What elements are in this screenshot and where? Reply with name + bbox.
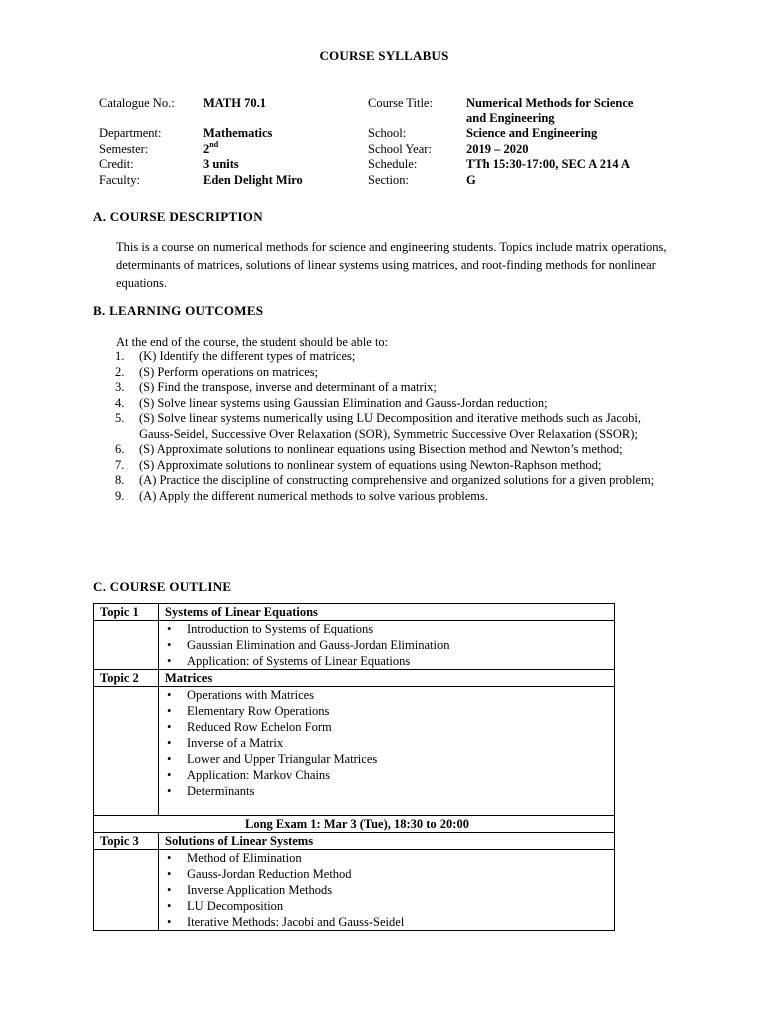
list-item: • Application: Markov Chains <box>187 767 614 783</box>
list-item: 6. (S) Approximate solutions to nonlinear equations using Bisection method and Newton’s method; <box>115 442 623 456</box>
learning-outcomes-intro: At the end of the course, the student should be able to: <box>116 335 389 349</box>
table-row <box>94 833 615 850</box>
learning-outcomes-list <box>112 349 678 504</box>
schedule-value: TTh 15:30-17:00, SEC A 214 A <box>466 157 630 171</box>
department-value: Mathematics <box>203 126 273 140</box>
course-description-text: This is a course on numerical methods for science and engineering students. Topics include matrix operations, determinants of matrices, solutions of linear systems using matrices, and root-finding methods for nonlinear equations. <box>116 240 667 290</box>
topic-title: Matrices <box>159 670 615 687</box>
topic-items <box>165 621 614 669</box>
topic-title: Systems of Linear Equations <box>159 604 615 621</box>
document-title: COURSE SYLLABUS <box>319 48 449 63</box>
long-exam-1: Long Exam 1: Mar 3 (Tue), 18:30 to 20:00 <box>94 816 615 833</box>
list-item: 2. (S) Perform operations on matrices; <box>115 364 319 379</box>
section-value: G <box>466 173 476 187</box>
list-item: • Operations with Matrices <box>187 687 614 703</box>
topic-label: Topic 3 <box>94 833 159 850</box>
department-label: Department: <box>99 126 162 140</box>
list-item: • Introduction to Systems of Equations <box>187 621 614 637</box>
table-row <box>94 850 615 931</box>
list-item: • Application: of Systems of Linear Equations <box>187 653 614 669</box>
catalogue-label: Catalogue No.: <box>99 96 175 110</box>
topic-items <box>165 850 614 930</box>
semester-value: 2nd <box>203 140 219 156</box>
list-item: 9. (A) Apply the different numerical methods to solve various problems. <box>115 488 488 503</box>
list-item: 7. (S) Approximate solutions to nonlinear system of equations using Newton-Raphson method; <box>115 457 602 472</box>
course-outline-table <box>93 603 615 931</box>
course-outline-heading: C. COURSE OUTLINE <box>93 579 232 594</box>
catalogue-value: MATH 70.1 <box>203 96 266 110</box>
semester-label: Semester: <box>99 142 149 156</box>
list-item: • Determinants <box>187 783 614 799</box>
table-row <box>94 816 615 833</box>
course-title-label: Course Title: <box>368 96 433 110</box>
list-item: • Inverse of a Matrix <box>187 735 614 751</box>
course-title-value-line2: and Engineering <box>466 111 555 125</box>
list-item: • Gauss-Jordan Reduction Method <box>187 866 614 882</box>
table-row <box>94 687 615 816</box>
list-item: • Method of Elimination <box>187 850 614 866</box>
list-item: • Iterative Methods: Jacobi and Gauss-Seidel <box>187 914 614 930</box>
list-item: 4. (S) Solve linear systems using Gaussian Elimination and Gauss-Jordan reduction; <box>115 395 548 410</box>
schedule-label: Schedule: <box>368 157 418 171</box>
school-year-label: School Year: <box>368 142 432 156</box>
topic-label: Topic 1 <box>94 604 159 621</box>
list-item: 3. (S) Find the transpose, inverse and determinant of a matrix; <box>115 380 437 394</box>
list-item: 1. (K) Identify the different types of matrices; <box>115 349 356 363</box>
credit-label: Credit: <box>99 157 134 171</box>
list-item: 8. (A) Practice the discipline of constructing comprehensive and organized solutions for a given problem; <box>115 473 655 487</box>
list-item: • Reduced Row Echelon Form <box>187 719 614 735</box>
table-row <box>94 621 615 670</box>
table-row <box>94 604 615 621</box>
learning-outcomes-heading: B. LEARNING OUTCOMES <box>93 303 264 318</box>
topic-label: Topic 2 <box>94 670 159 687</box>
list-item: • Inverse Application Methods <box>187 882 614 898</box>
list-item: 5. (S) Solve linear systems numerically using LU Decomposition and iterative methods such as Jacobi, Gauss-Seidel, Successive Over Relaxation (SOR), Symmetric Successive Over Relaxation (SSOR); <box>115 411 641 441</box>
school-label: School: <box>368 126 407 140</box>
topic-items <box>165 687 614 799</box>
credit-value: 3 units <box>203 157 239 171</box>
list-item: • Gaussian Elimination and Gauss-Jordan Elimination <box>187 637 614 653</box>
faculty-value: Eden Delight Miro <box>203 173 303 187</box>
course-title-value-line1: Numerical Methods for Science <box>466 96 634 110</box>
list-item: • LU Decomposition <box>187 898 614 914</box>
school-year-value: 2019 – 2020 <box>466 142 529 156</box>
list-item: • Elementary Row Operations <box>187 703 614 719</box>
school-value: Science and Engineering <box>466 126 598 140</box>
section-label: Section: <box>368 173 409 187</box>
table-row <box>94 670 615 687</box>
faculty-label: Faculty: <box>99 173 140 187</box>
topic-title: Solutions of Linear Systems <box>159 833 615 850</box>
course-description-heading: A. COURSE DESCRIPTION <box>93 209 263 224</box>
list-item: • Lower and Upper Triangular Matrices <box>187 751 614 767</box>
